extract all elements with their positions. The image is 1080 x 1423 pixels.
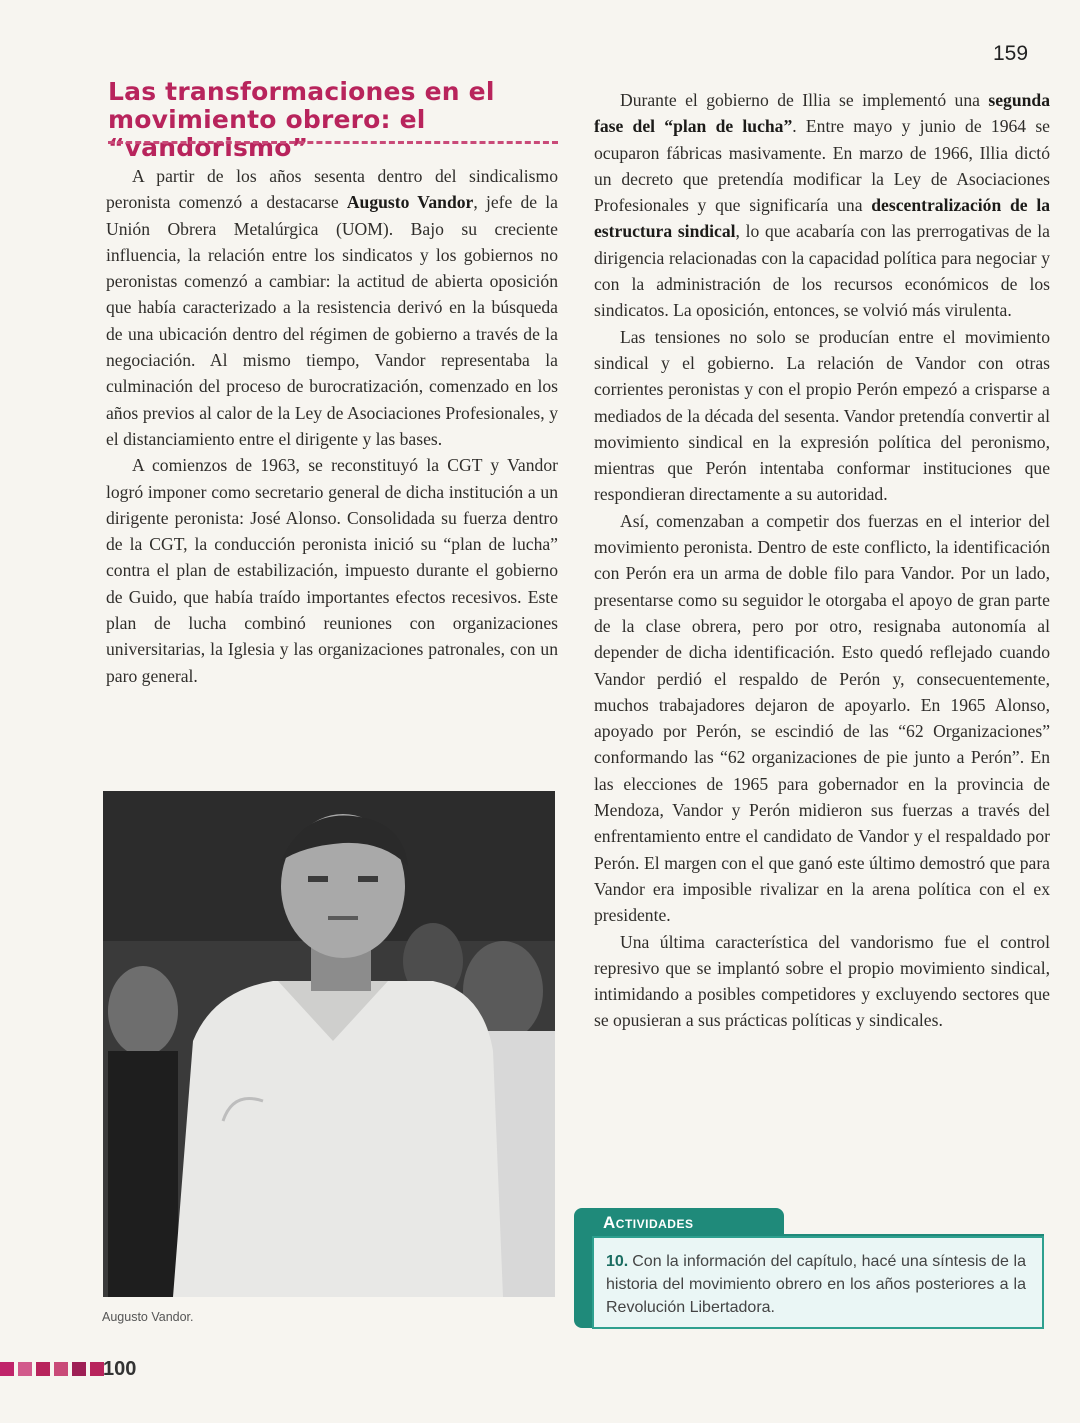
photo-illustration <box>103 791 555 1297</box>
paragraph: A comienzos de 1963, se reconstituyó la CGT y Vandor logró imponer como secretario general de dicha institución a un dirigente peronista: José Alonso. Consolidada su fuerza dentro de la CGT, la conducción peronista inició su “plan de lucha” contra el plan de estabilización, impuesto durante el gobierno de Guido, que había traído importantes efectos recesivos. Este plan de lucha combinó reuniones con organizaciones universitarias, la Iglesia y las organizaciones patronales, con un paro general. <box>106 455 558 686</box>
paragraph: A partir de los años sesenta dentro del sindicalismo peronista comenzó a destacarse Augusto Vandor, jefe de la Unión Obrera Metalúrgica (UOM). Bajo su creciente influencia, la relación entre los sindicatos y los gobiernos no peronistas comenzó a cambiar: la actitud de abierta oposición que había caracterizado a la resistencia derivó en la búsqueda de una ubicación dentro del régimen de gobierno a través de la negociación. Al mismo tiempo, Vandor representaba la culminación del proceso de burocratización, comenzado en los años previos al calor de la Ley de Asociaciones Profesionales, y el distanciamiento entre el dirigente y las bases. <box>106 166 558 449</box>
page-number-top: 159 <box>993 42 1029 65</box>
vandor-photo <box>103 791 555 1297</box>
section-title: Las transformaciones en el movimiento obrero: el “vandorismo” <box>108 77 495 162</box>
footer-bar-segment <box>90 1362 104 1376</box>
activity-item <box>606 1250 1026 1319</box>
footer-bar-segment <box>36 1362 50 1376</box>
right-column <box>594 87 1050 1034</box>
left-column <box>106 163 558 689</box>
title-divider <box>108 141 558 144</box>
footer-bar-segment <box>54 1362 68 1376</box>
footer-color-bar <box>0 1362 104 1376</box>
footer-bar-segment <box>18 1362 32 1376</box>
activities-header: Actividades <box>603 1213 694 1232</box>
activity-text: Con la información del capítulo, hacé una síntesis de la historia del movimiento obrero en los años posteriores a la Revolución Libertadora. <box>606 1253 1026 1316</box>
paragraph: Durante el gobierno de Illia se implementó una segunda fase del “plan de lucha”. Entre mayo y junio de 1964 se ocuparon fábricas masivamente. En marzo de 1966, Illia dictó un decreto que pretendía modificar la Ley de Asociaciones Profesionales y que significaría una descentralización de la estructura sindical, lo que acabaría con las prerrogativas de la dirigencia relacionadas con la capacidad política para negociar y con la administración de los recursos económicos de los sindicatos. La oposición, entonces, se volvió más virulenta. <box>594 90 1051 321</box>
paragraph: Así, comenzaban a competir dos fuerzas en el interior del movimiento peronista. Dentro de este conflicto, la identificación con Perón era un arma de doble filo para Vandor. Por un lado, presentarse como su seguidor le otorgaba el apoyo de gran parte de la clase obrera, pero por otro, resignaba autonomía al depender de dicha identificación. Esto quedó reflejado cuando Vandor perdió el respaldo de Perón y, consecuentemente, muchos trabajadores dejaron de apoyarlo. En 1965 Alonso, apoyado por Perón, se escindió de las “62 Organizaciones” conformando las “62 organizaciones de pie junto a Perón”. En las elecciones de 1965 para gobernador en la provincia de Mendoza, Vandor y Perón midieron sus fuerzas a través del enfrentamiento entre el candidato de Vandor y el respaldado por Perón. El margen con el que ganó este último demostró que para Vandor era imposible rivalizar en la arena política con el ex presidente. <box>594 510 1050 926</box>
photo-caption: Augusto Vandor. <box>102 1310 194 1324</box>
footer-bar-segment <box>0 1362 14 1376</box>
footer-bar-segment <box>72 1362 86 1376</box>
page-number-bottom: 100 <box>103 1358 137 1380</box>
paragraph: Las tensiones no solo se producían entre el movimiento sindical y el gobierno. La relación de Vandor con otras corrientes peronistas y con el propio Perón empezó a crisparse a mediados de la década del sesenta. Vandor pretendía convertir al movimiento sindical en la expresión política del peronismo, mientras que Perón intentaba conformar instituciones que respondieran directamente a su autoridad. <box>594 326 1050 505</box>
activity-number: 10. <box>606 1253 629 1270</box>
paragraph: Una última característica del vandorismo fue el control represivo que se implantó sobre el propio movimiento sindical, intimidando a posibles competidores y excluyendo sectores que se opusieran a sus prácticas políticas y sindicales. <box>594 931 1050 1031</box>
